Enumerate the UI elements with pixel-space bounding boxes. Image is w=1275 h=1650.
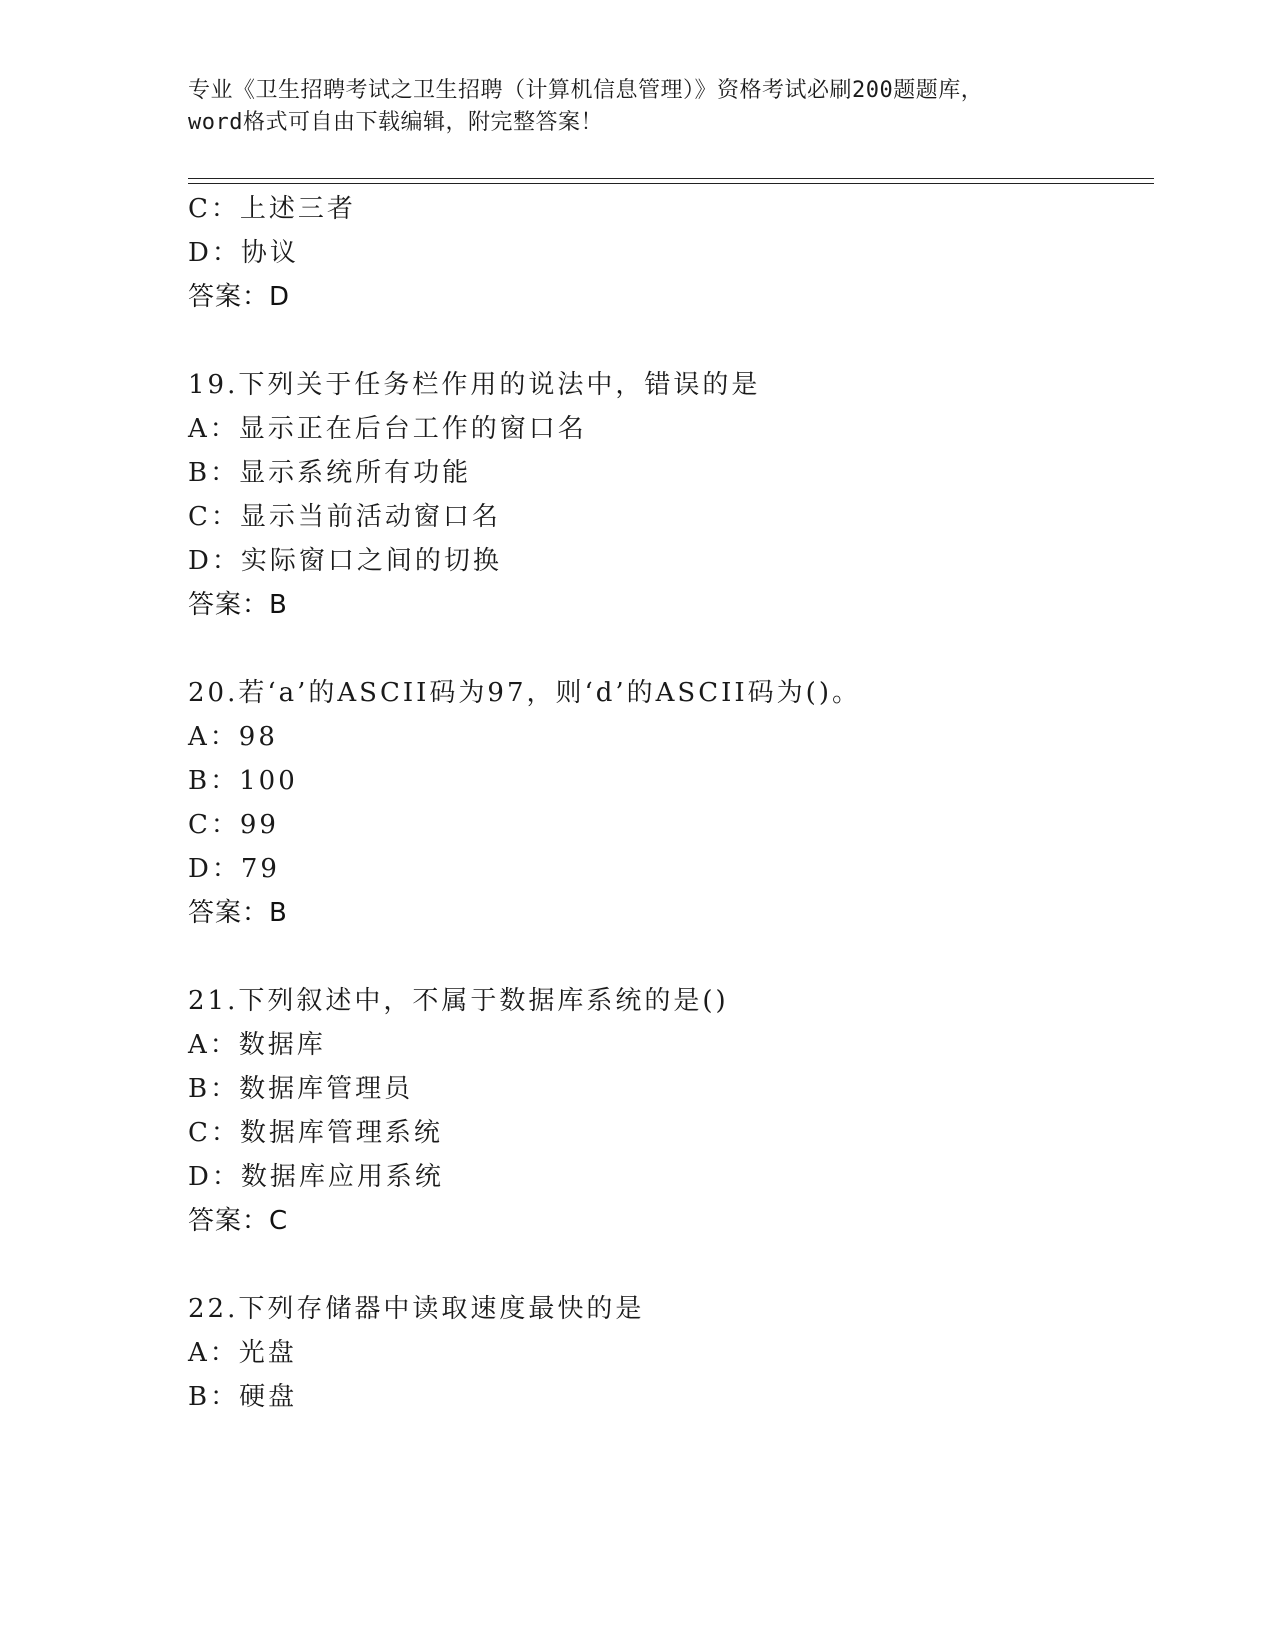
question-stem: 20.若‘a’的ASCII码为97，则‘d’的ASCII码为()。 — [188, 678, 861, 708]
option-d: D：79 — [188, 854, 280, 884]
option-d: D：数据库应用系统 — [188, 1162, 444, 1192]
answer-line: 答案：C — [188, 1206, 289, 1236]
option-c: C：显示当前活动窗口名 — [188, 502, 501, 532]
option-b: B：100 — [188, 766, 298, 796]
document-header — [188, 75, 1088, 139]
option-a: A：显示正在后台工作的窗口名 — [188, 414, 587, 444]
option-c: C：上述三者 — [188, 194, 356, 224]
option-c: C：数据库管理系统 — [188, 1118, 443, 1148]
option-a: A：光盘 — [188, 1338, 297, 1368]
question-stem: 19.下列关于任务栏作用的说法中，错误的是 — [188, 370, 761, 400]
answer-line: 答案：B — [188, 898, 288, 928]
question-stem: 21.下列叙述中，不属于数据库系统的是() — [188, 986, 729, 1016]
option-c: C：99 — [188, 810, 279, 840]
question-stem: 22.下列存储器中读取速度最快的是 — [188, 1294, 645, 1324]
option-a: A：98 — [188, 722, 278, 752]
option-a: A：数据库 — [188, 1030, 326, 1060]
header-title-line-1: 专业《卫生招聘考试之卫生招聘（计算机信息管理）》资格考试必刷200题题库， — [188, 78, 984, 103]
option-b: B：显示系统所有功能 — [188, 458, 472, 488]
header-divider-top — [188, 178, 1154, 179]
option-b: B：数据库管理员 — [188, 1074, 414, 1104]
option-d: D：实际窗口之间的切换 — [188, 546, 502, 576]
answer-line: 答案：B — [188, 590, 288, 620]
header-title-line-2: word格式可自由下载编辑，附完整答案！ — [188, 110, 603, 135]
option-d: D：协议 — [188, 238, 299, 268]
answer-line: 答案：D — [188, 282, 291, 312]
header-divider-bottom — [188, 183, 1154, 184]
option-b: B：硬盘 — [188, 1382, 298, 1412]
